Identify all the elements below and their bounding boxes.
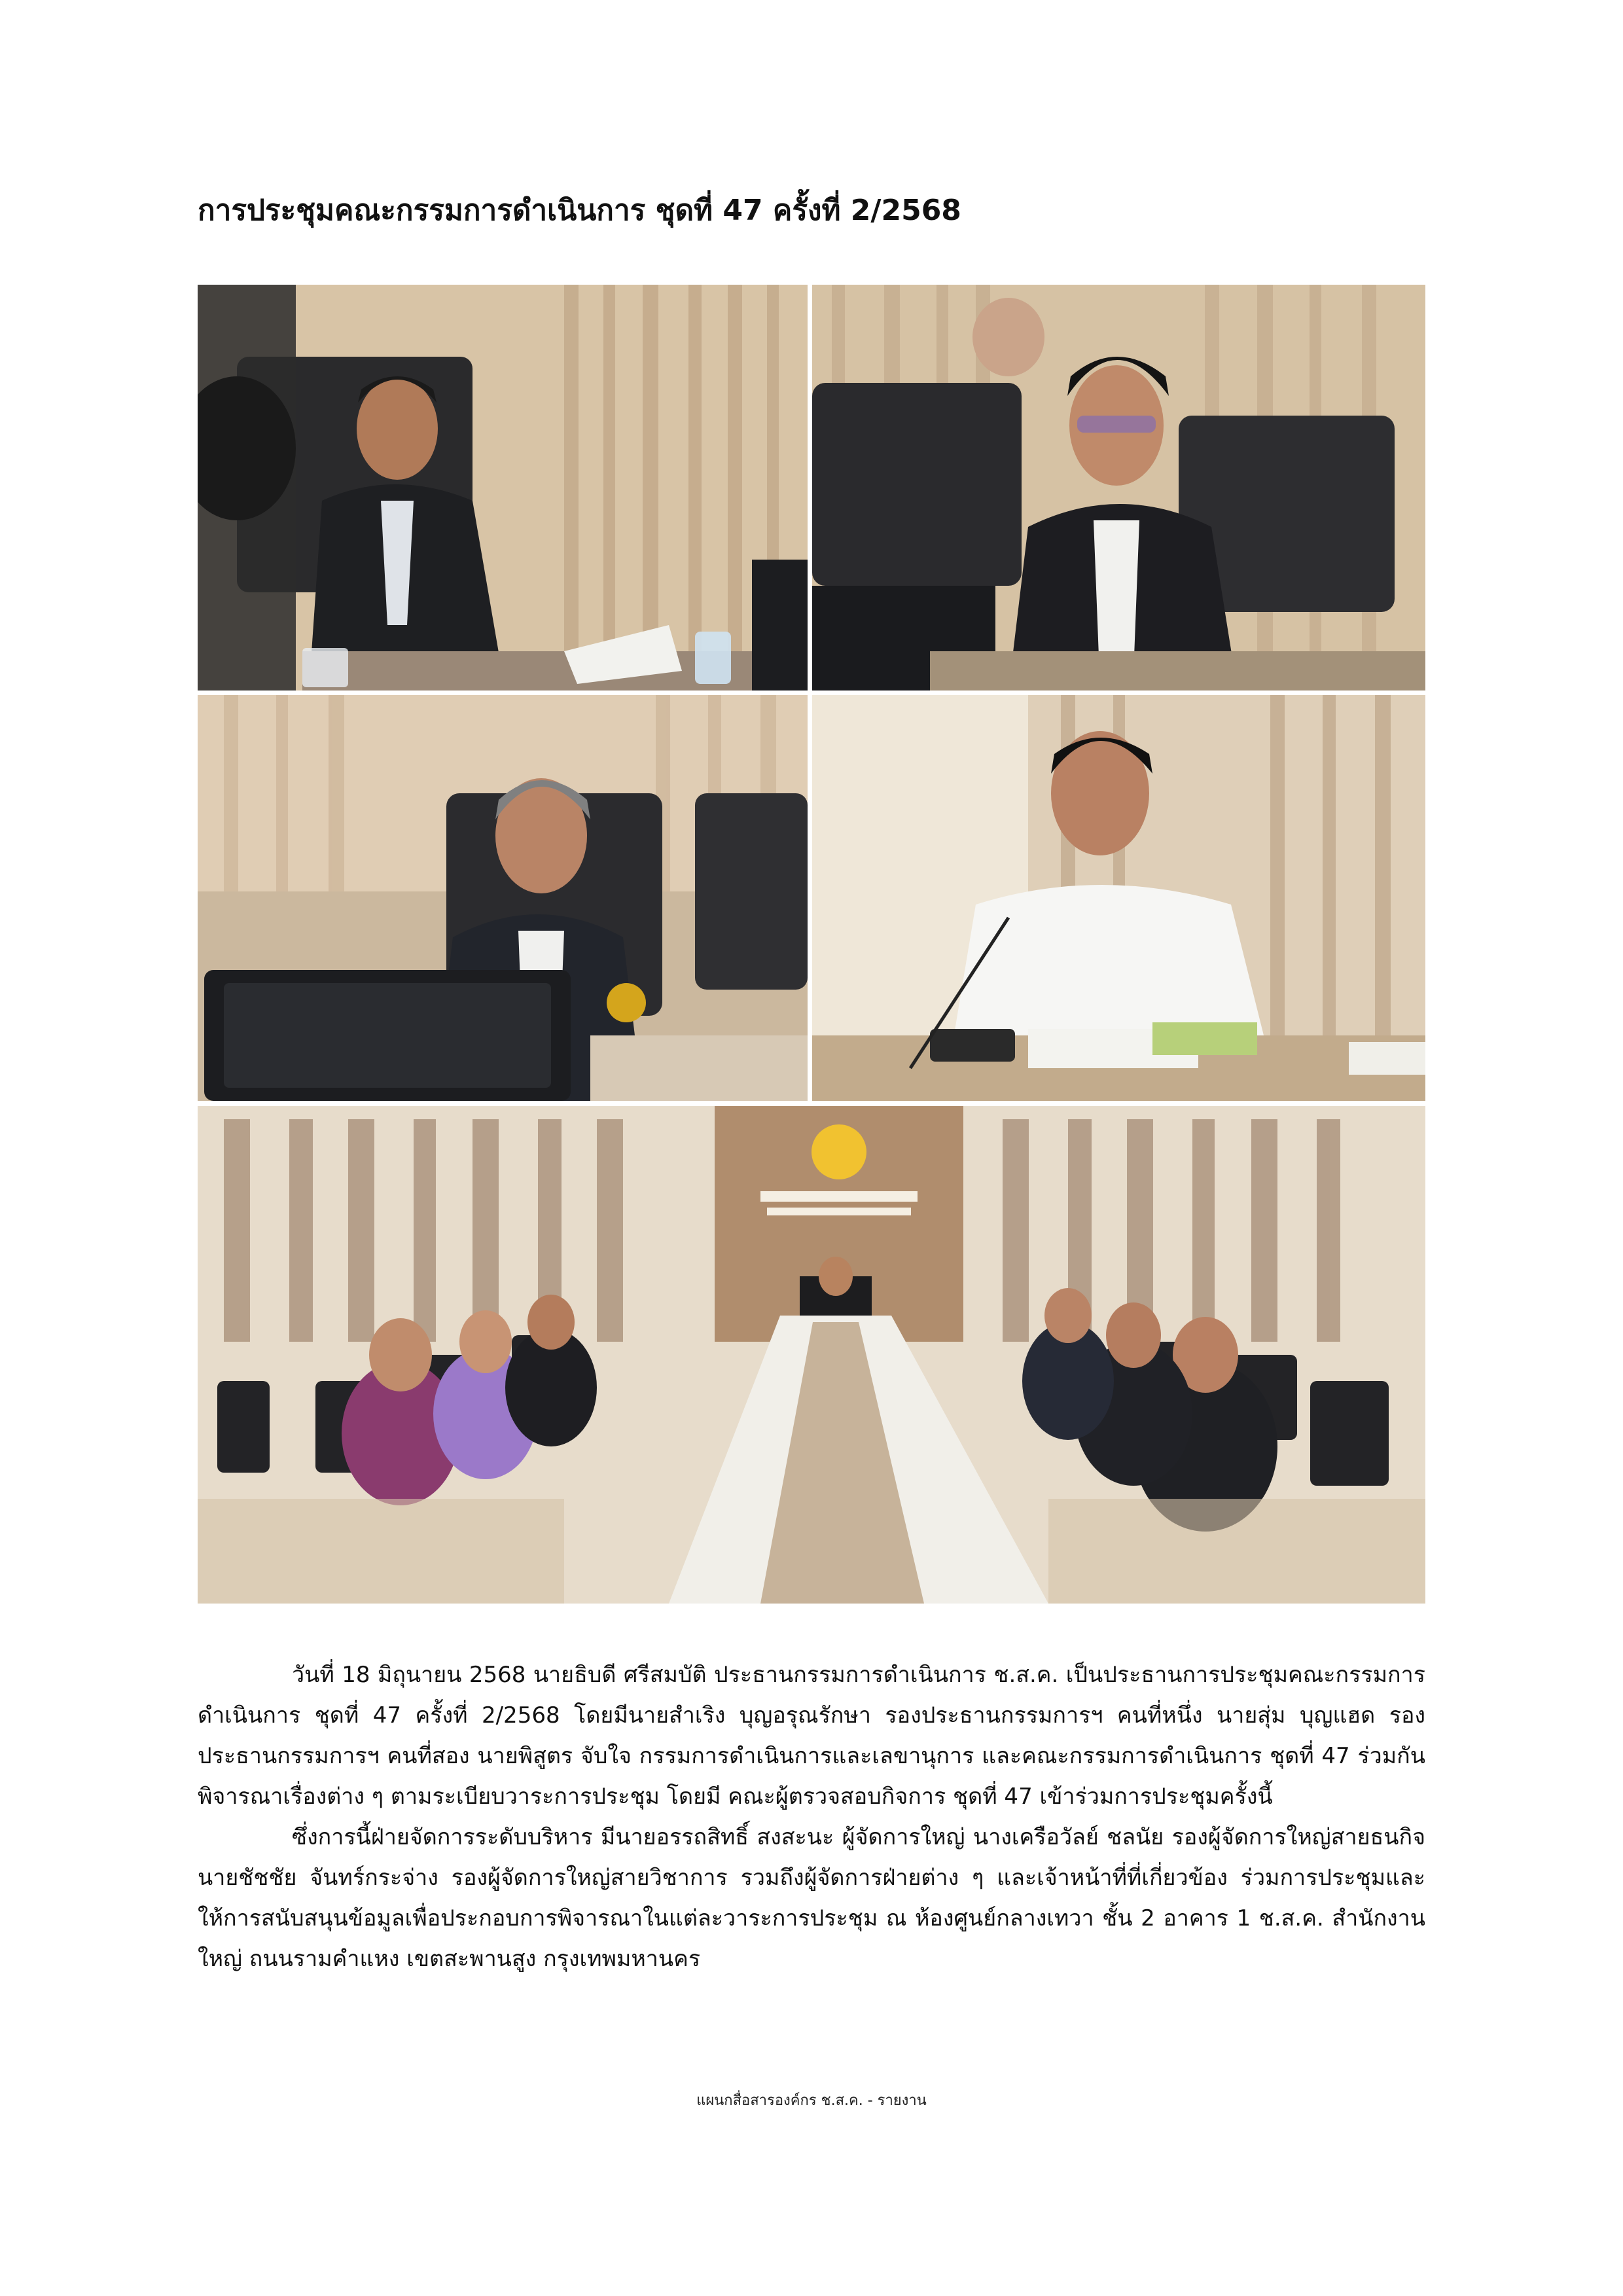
paragraph: ซึ่งการนี้ฝ่ายจัดการระดับบริหาร มีนายอรรถสิทธิ์ สงสะนะ ผู้จัดการใหญ่ นางเครือวัลย์ ชลนัย รองผู้จัดการใหญ่สายธนกิจ นายชัชชัย จันทร์กระจ่าง รองผู้จัดการใหญ่สายวิชาการ รวมถึงผู้จัดการฝ่ายต่าง ๆ และเจ้าหน้าที่ที่เกี่ยวข้อง ร่วมการประชุมและให้การสนับสนุนข้อมูลเพื่อประกอบการพิจารณาในแต่ละวาระการประชุม ณ ห้องศูนย์กลางเทวา ชั้น 2 อาคาร 1 ช.ส.ค. สำนักงานใหญ่ ถนนรามคำแหง เขตสะพานสูง กรุงเทพมหานคร bbox=[198, 1824, 1425, 1972]
photo-committee-member-2 bbox=[812, 285, 1425, 691]
paragraph: วันที่ 18 มิถุนายน 2568 นายธิบดี ศรีสมบัติ ประธานกรรมการดำเนินการ ช.ส.ค. เป็นประธานการประชุมคณะกรรมการดำเนินการ ชุดที่ 47 ครั้งที่ 2/2568 โดยมีนายสำเริง บุญอรุณรักษา รองประธานกรรมการฯ คนที่หนึ่ง นายสุ่ม บุญแฮด รองประธานกรรมการฯ คนที่สอง นายพิสูตร จับใจ กรรมการดำเนินการและเลขานุการ และคณะกรรมการดำเนินการ ชุดที่ 47 ร่วมกันพิจารณาเรื่องต่าง ๆ ตามระเบียบวาระการประชุม โดยมี คณะผู้ตรวจสอบกิจการ ชุดที่ 47 เข้าร่วมการประชุมครั้งนี้ bbox=[198, 1662, 1425, 1810]
photo-committee-member-3 bbox=[198, 695, 808, 1101]
photo-meeting-room bbox=[198, 1106, 1425, 1604]
footer-credit: แผนกสื่อสารองค์กร ช.ส.ค. - รายงาน bbox=[696, 2092, 927, 2109]
page-title: การประชุมคณะกรรมการดำเนินการ ชุดที่ 47 ครั้งที่ 2/2568 bbox=[198, 194, 961, 227]
photo-committee-member-1 bbox=[198, 285, 808, 691]
article-body bbox=[198, 1655, 1425, 1979]
photo-committee-member-4 bbox=[812, 695, 1425, 1101]
